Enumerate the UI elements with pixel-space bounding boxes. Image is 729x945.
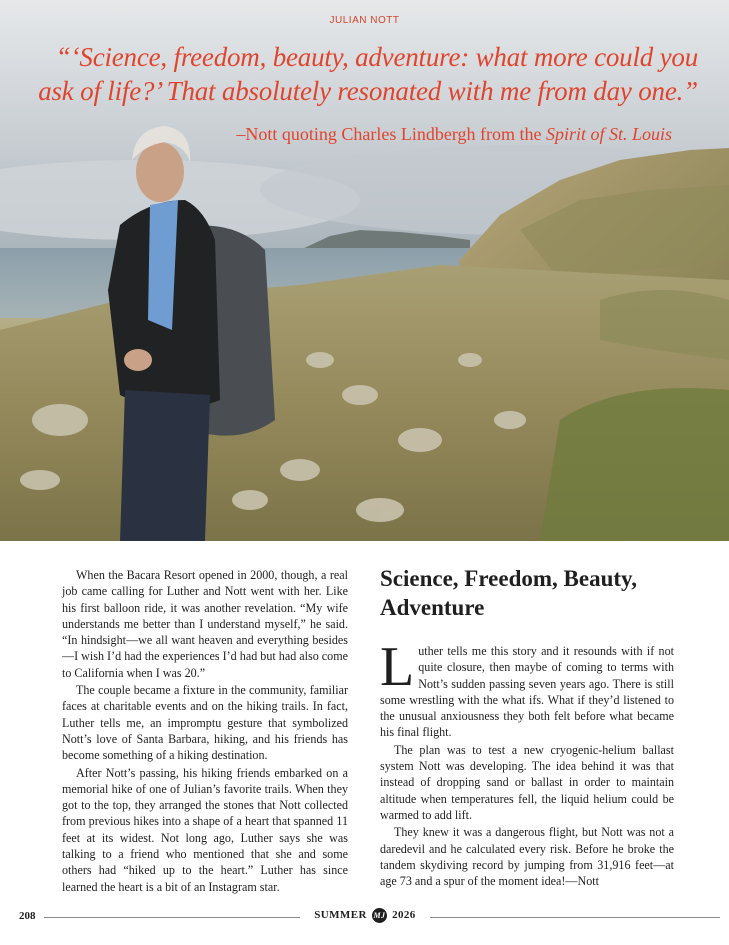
attribution-prefix: –Nott quoting Charles Lindbergh from the (236, 124, 546, 144)
section-heading: Science, Freedom, Beauty, Adventure (380, 566, 637, 620)
section-kicker: JULIAN NOTT (329, 15, 400, 26)
attribution-book-title: Spirit of St. Louis (545, 124, 672, 144)
right-text-column (380, 636, 674, 890)
page-footer (0, 905, 729, 929)
issue-label (300, 908, 430, 923)
footer-rule-right (430, 917, 720, 918)
body-paragraph: The couple became a fixture in the community, familiar faces at charitable events and on the hiking trails. In fact, Luther tells me, an impromptu gesture that symbolized Nott’s love of Santa Barbara, hiking, and his friends has become something of a hiking destination. (62, 683, 348, 763)
body-paragraph: After Nott’s passing, his hiking friends embarked on a memorial hike of one of Julian’s favorite trails. When they got to the top, they arranged the stones that Nott collected from previous hikes into a shape of a heart that spanned 11 feet at its widest. Not long ago, Luther says she was talking to a friend who mentioned that she and some others had “hiked up to the heart.” Luther has since learned the heart is a bit of an Instagram star. (62, 765, 348, 894)
footer-rule-left (44, 917, 300, 918)
drop-cap: L (380, 636, 415, 698)
issue-season: SUMMER (314, 909, 367, 922)
body-paragraph: The plan was to test a new cryogenic-helium ballast system Nott was developing. The idea behind it was that instead of dropping sand or ballast in order to maintain altitude when temperatures fell, the liquid helium could be warmed to add lift. (380, 742, 674, 822)
body-paragraph: They knew it was a dangerous flight, but Nott was not a daredevil and he calculated every risk. Before he broke the tandem skydiving record by jumping from 31,916 feet—at age 73 and a spur of the moment idea!—Nott (380, 825, 674, 889)
body-paragraph: When the Bacara Resort opened in 2000, though, a real job came calling for Luther and Nott went with her. Like his first balloon ride, it was another revelation. “My wife understands me better than I understand myself,” he said. “In hindsight—we all want heaven and everything besides—I wish I’d had the experiences I’d had but had also come to California when I was 20.” (62, 568, 348, 680)
page-number: 208 (19, 910, 36, 922)
issue-year: 2026 (392, 909, 416, 922)
first-paragraph-text: uther tells me this story and it resounds with if not quite closure, then maybe of coming to terms with Nott’s sudden passing seven years ago. There is still some wrestling with the what ifs. What if they’d listened to the unusual anxiousness they both felt before what became his final flight. (380, 644, 674, 740)
magazine-logo-icon: MJ (372, 908, 387, 923)
pull-quote: “‘Science, freedom, beauty, adventure: what more could you ask of life?’ That absolutely resonated with me from day one.” (38, 42, 698, 106)
left-text-column (62, 567, 348, 896)
quote-attribution (236, 124, 672, 145)
body-paragraph-first (380, 636, 674, 741)
